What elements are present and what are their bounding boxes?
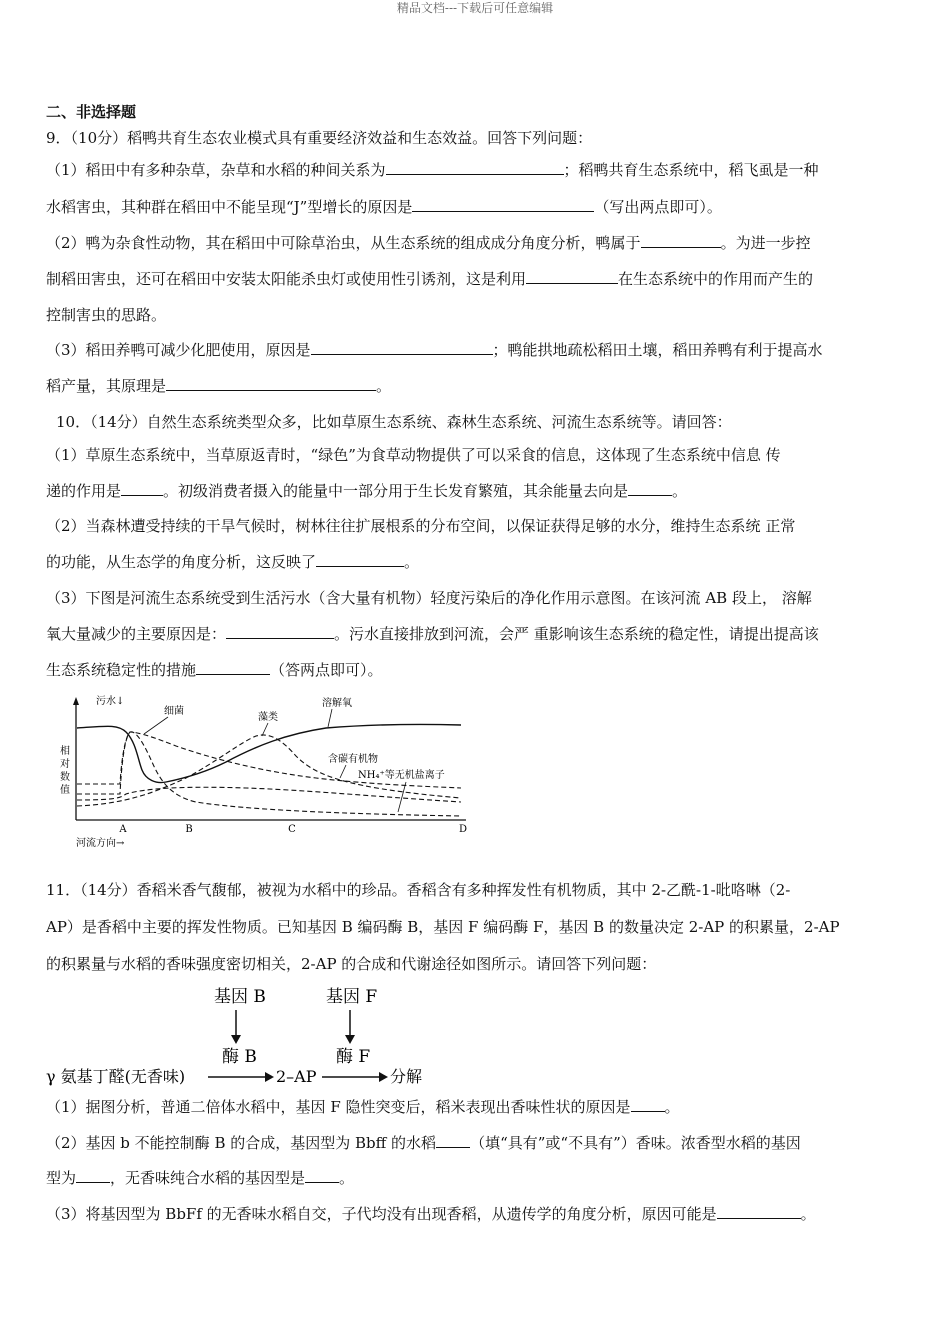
answer-blank[interactable]	[196, 660, 270, 675]
answer-blank[interactable]	[305, 1168, 339, 1183]
answer-blank[interactable]	[166, 376, 376, 391]
y-axis-label: 相对数值	[60, 746, 70, 796]
answer-blank[interactable]	[226, 624, 334, 639]
sewage-label: 污水↓	[96, 696, 125, 707]
q9-part1-line1: （1）稻田中有多种杂草，杂草和水稻的种间关系为 ；稻鸭共育生态系统中，稻飞虱是一种	[46, 161, 819, 179]
series-nh4-ion-line	[77, 787, 461, 802]
answer-blank[interactable]	[316, 552, 404, 567]
river-purification-chart	[46, 692, 486, 848]
label-algae: 藻类	[258, 712, 278, 723]
gene-b-label: 基因 B	[214, 987, 266, 1007]
q9-part2-line1: （2）鸭为杂食性动物，其在稻田中可除草治虫，从生态系统的组成成分角度分析，鸭属于 。为进一步控	[46, 234, 811, 252]
q9-part1-line2: 水稻害虫，其种群在稻田中不能呈现“J”型增长的原因是 （写出两点即可）。	[46, 198, 722, 216]
q11-intro-line3: 的积累量与水稻的香味强度密切相关，2-AP 的合成和代谢途径如图所示。请回答下列问题：	[46, 955, 657, 973]
leader-algae	[262, 723, 268, 736]
tick-label-a: A	[119, 824, 127, 835]
answer-blank[interactable]	[121, 481, 163, 496]
q10-part3-line1: （3）下图是河流生态系统受到生活污水（含大量有机物）轻度污染后的净化作用示意图。在该河流 AB 段上， 溶解	[46, 589, 812, 607]
answer-blank[interactable]	[631, 1097, 665, 1112]
tick-label-b: B	[185, 824, 193, 835]
answer-blank[interactable]	[628, 481, 672, 496]
gene-f-arrowhead	[345, 1035, 355, 1044]
tick-label-d: D	[458, 824, 468, 835]
gene-b-arrowhead	[231, 1035, 241, 1044]
q9-part2-line2: 制稻田害虫，还可在稻田中安装太阳能杀虫灯或使用性引诱剂，这是利用 在生态系统中的作用而产生的	[46, 270, 814, 288]
q11-part2-line1: （2）基因 b 不能控制酶 B 的合成，基因型为 Bbff 的水稻 （填“具有”或“不具有”）香味。浓香型水稻的基因	[46, 1134, 801, 1152]
label-organic-carbon: 含碳有机物	[328, 754, 378, 765]
answer-blank[interactable]	[641, 233, 721, 248]
answer-blank[interactable]	[412, 197, 594, 212]
answer-blank[interactable]	[386, 160, 564, 175]
q10-part3-line3: 生态系统稳定性的措施 （答两点即可）。	[46, 661, 383, 679]
label-bacteria: 细菌	[164, 706, 184, 717]
answer-blank[interactable]	[311, 340, 493, 355]
leader-nh4-ions	[398, 782, 406, 812]
answer-blank[interactable]	[436, 1133, 470, 1148]
q9-part3-line2: 稻产量，其原理是 。	[46, 377, 392, 395]
q10-part3-line2: 氧大量减少的主要原因是： 。污水直接排放到河流，会严 重影响该生态系统的稳定性，请提出提高该	[46, 625, 819, 643]
section-title: 二、非选择题	[46, 103, 137, 121]
q11-intro-line1: 11．（14分）香稻米香气馥郁，被视为水稻中的珍品。香稻含有多种挥发性有机物质，其中 2-乙酰-1-吡咯啉（2-	[46, 881, 791, 899]
answer-blank[interactable]	[526, 269, 618, 284]
decomposition-label: 分解	[390, 1067, 423, 1086]
reaction-arrowhead-2	[379, 1072, 388, 1082]
reaction-arrowhead-1	[265, 1072, 274, 1082]
y-axis-arrow	[73, 697, 79, 705]
x-axis-label: 河流方向→	[76, 838, 125, 848]
label-dissolved-oxygen: 溶解氧	[322, 698, 352, 709]
series-organic-carbon-line	[77, 732, 461, 794]
q11-part1: （1）据图分析，普通二倍体水稻中，基因 F 隐性突变后，稻米表现出香味性状的原因是 。	[46, 1098, 680, 1116]
q9-intro: 9．（10分）稻鸭共育生态农业模式具有重要经济效益和生态效益。回答下列问题：	[46, 129, 593, 147]
product-2ap-label: 2–AP	[276, 1067, 317, 1086]
answer-blank[interactable]	[717, 1204, 801, 1219]
answer-blank[interactable]	[76, 1168, 110, 1183]
enzyme-f-label: 酶 F	[336, 1047, 371, 1067]
q11-intro-line2: AP）是香稻中主要的挥发性物质。已知基因 B 编码酶 B，基因 F 编码酶 F，基因 B 的数量决定 2-AP 的积累量，2-AP	[46, 918, 840, 936]
q10-part1-line1: （1）草原生态系统中，当草原返青时，“绿色”为食草动物提供了可以采食的信息，这体现了生态系统中信息 传	[46, 446, 781, 464]
label-nh4-ions: NH₄⁺等无机盐离子	[358, 770, 445, 781]
q11-part2-line2: 型为 ，无香味纯合水稻的基因型是 。	[46, 1169, 355, 1187]
q9-part3-line1: （3）稻田养鸭可减少化肥使用，原因是 ；鸭能拱地疏松稻田土壤，稻田养鸭有利于提高水	[46, 341, 823, 359]
q9-part2-line3: 控制害虫的思路。	[46, 306, 167, 324]
enzyme-b-label: 酶 B	[222, 1047, 257, 1067]
q10-part2-line2: 的功能，从生态学的角度分析，这反映了 。	[46, 553, 420, 571]
q10-part2-line1: （2）当森林遭受持续的干旱气候时，树林往往扩展根系的分布空间，以保证获得足够的水分，维持生态系统 正常	[46, 517, 796, 535]
q10-intro: 10．（14分）自然生态系统类型众多，比如草原生态系统、森林生态系统、河流生态系统等。请回答：	[56, 413, 732, 431]
gene-f-label: 基因 F	[326, 987, 378, 1007]
q10-part1-line2: 递的作用是 。初级消费者摄入的能量中一部分用于生长发育繁殖，其余能量去向是 。	[46, 482, 688, 500]
substrate-label: γ 氨基丁醛(无香味)	[46, 1067, 186, 1086]
page-header: 精品文档---下载后可任意编辑	[396, 1, 554, 15]
leader-dissolved-oxygen	[328, 709, 332, 727]
leader-bacteria	[144, 717, 168, 734]
pathway-diagram	[40, 982, 460, 1092]
tick-label-c: C	[288, 824, 296, 835]
q11-part3: （3）将基因型为 BbFf 的无香味水稻自交，子代均没有出现香稻，从遗传学的角度分析，原因可能是 。	[46, 1205, 816, 1223]
leader-organic-carbon	[340, 765, 346, 778]
